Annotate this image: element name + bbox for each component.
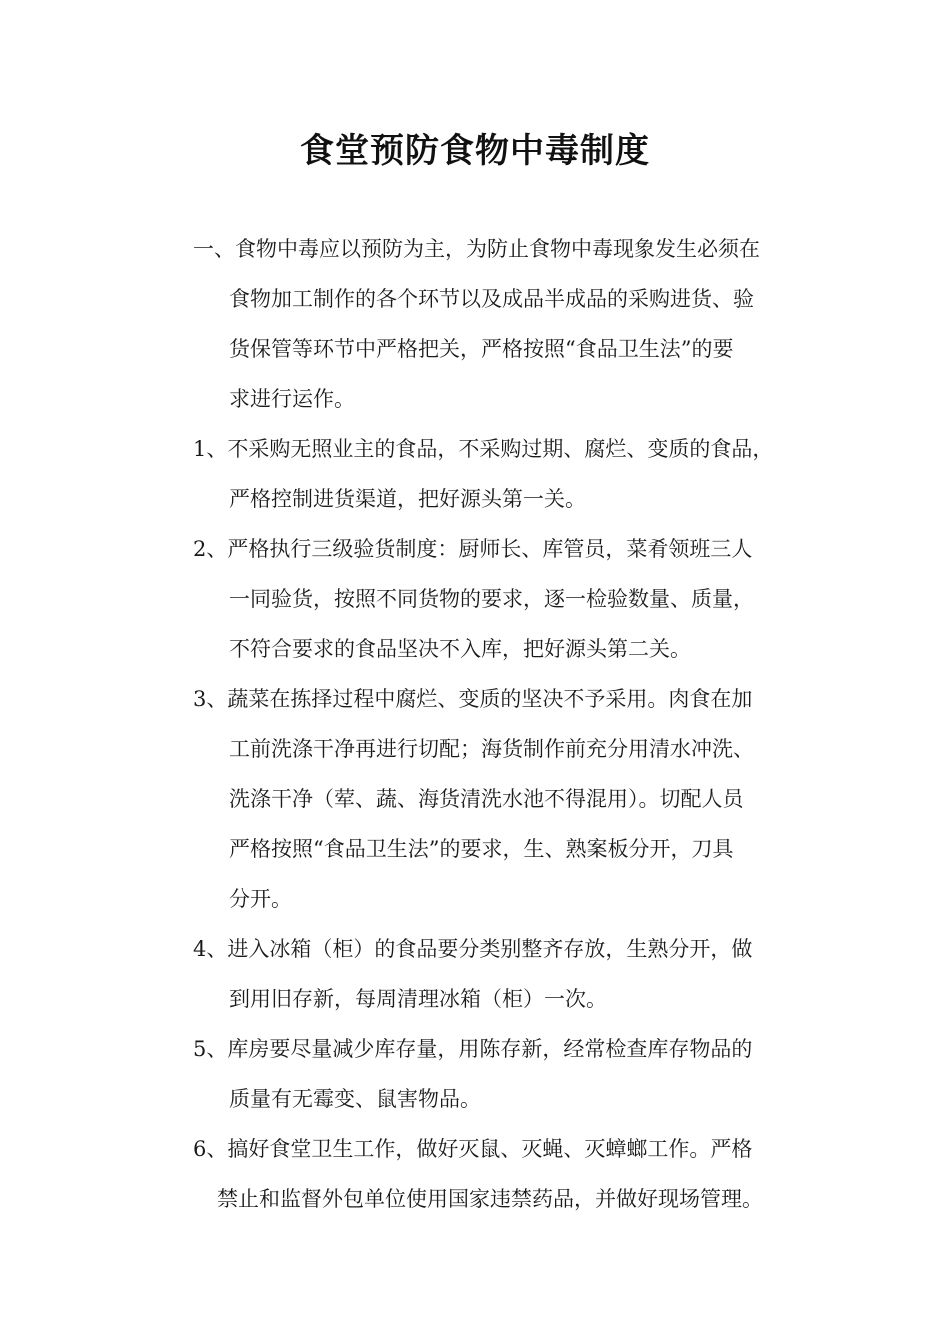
text-line: 质量有无霉变、鼠害物品。 [229, 1087, 481, 1111]
text-line: 到用旧存新，每周清理冰箱（柜）一次。 [229, 987, 607, 1011]
text-line: 食物加工制作的各个环节以及成品半成品的采购进货、验 [229, 287, 754, 311]
text-line: 2、严格执行三级验货制度：厨师长、库管员，菜肴领班三人 [193, 537, 753, 561]
text-line: 6、搞好食堂卫生工作，做好灭鼠、灭蝇、灭蟑螂工作。严格 [193, 1137, 753, 1161]
text-line: 不符合要求的食品坚决不入库，把好源头第二关。 [229, 637, 691, 661]
text-line: 洗涤干净（荤、蔬、海货清洗水池不得混用）。切配人员 [229, 787, 744, 811]
text-line: 4、进入冰箱（柜）的食品要分类别整齐存放，生熟分开，做 [193, 937, 753, 961]
text-line: 求进行运作。 [229, 387, 355, 411]
text-line: 禁止和监督外包单位使用国家违禁药品，并做好现场管理。 [217, 1187, 763, 1211]
text-line: 严格按照“食品卫生法”的要求，生、熟案板分开，刀具 [229, 837, 734, 861]
text-line: 工前洗涤干净再进行切配；海货制作前充分用清水冲洗、 [229, 737, 754, 761]
text-line: 1、不采购无照业主的食品，不采购过期、腐烂、变质的食品， [193, 437, 774, 461]
page-title: 食堂预防食物中毒制度 [300, 131, 650, 171]
text-line: 一同验货，按照不同货物的要求，逐一检验数量、质量， [229, 587, 754, 611]
text-line: 一、食物中毒应以预防为主，为防止食物中毒现象发生必须在 [193, 237, 760, 261]
text-line: 分开。 [229, 887, 292, 911]
text-line: 5、库房要尽量减少库存量，用陈存新，经常检查库存物品的 [193, 1037, 753, 1061]
text-line: 严格控制进货渠道，把好源头第一关。 [229, 487, 586, 511]
text-line: 货保管等环节中严格把关，严格按照“食品卫生法”的要 [229, 337, 734, 361]
text-line: 3、蔬菜在拣择过程中腐烂、变质的坚决不予采用。肉食在加 [193, 687, 753, 711]
